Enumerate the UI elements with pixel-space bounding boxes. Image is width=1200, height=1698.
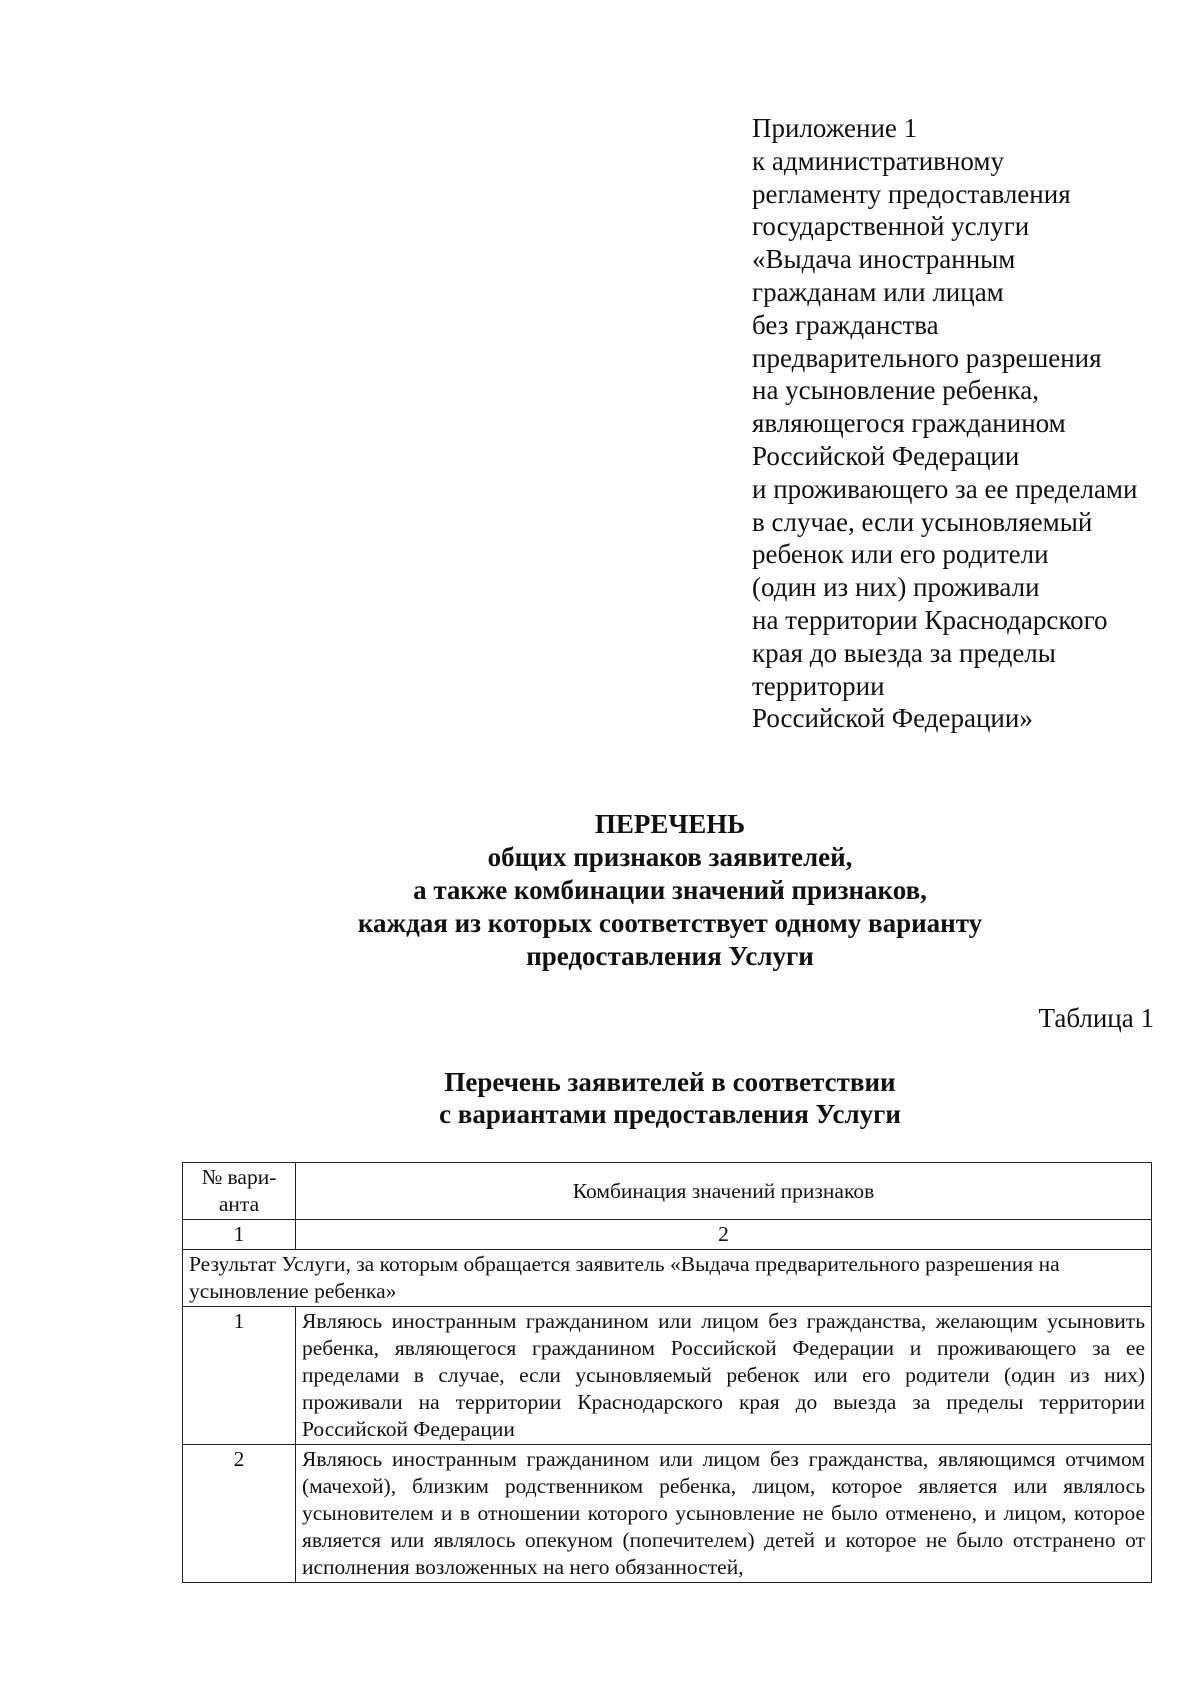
table-row	[183, 1307, 1152, 1445]
appendix-line: Приложение 1	[752, 113, 918, 143]
appendix-line: Российской Федерации»	[752, 703, 1033, 734]
header-combination: Комбинация значений признаков	[296, 1163, 1152, 1220]
appendix-header	[752, 112, 1192, 735]
table-title	[0, 1066, 1200, 1130]
appendix-line: и проживающего за ее пределами	[752, 473, 1138, 504]
appendix-line: без гражданства	[752, 309, 939, 340]
section-title: Результат Услуги, за которым обращается заявитель «Выдача предварительного разрешения на усыновление ребенка»	[183, 1250, 1152, 1307]
variant-number: 2	[183, 1445, 296, 1583]
appendix-line: территории	[752, 670, 885, 701]
title-line: каждая из которых соответствует одному варианту	[357, 908, 983, 938]
appendix-line: ребенок или его родители	[752, 539, 1049, 570]
appendix-line: предварительного разрешения	[752, 342, 1102, 373]
appendix-line: регламенту предоставления	[752, 178, 1071, 209]
variant-number: 1	[183, 1307, 296, 1445]
appendix-line: «Выдача иностранным	[752, 244, 1016, 275]
numbering-col2: 2	[296, 1220, 1152, 1250]
table-title-line: с вариантами предоставления Услуги	[439, 1099, 901, 1129]
title-line: общих признаков заявителей,	[487, 842, 853, 872]
header-variant-number: № вари-анта	[183, 1163, 296, 1220]
appendix-line: на территории Краснодарского	[752, 604, 1108, 635]
document-title	[0, 808, 1200, 973]
appendix-line: являющегося гражданином	[752, 408, 1066, 439]
appendix-line: в случае, если усыновляемый	[752, 506, 1093, 537]
appendix-line: гражданам или лицам	[752, 276, 1004, 307]
appendix-line: (один из них) проживали	[752, 572, 1040, 603]
appendix-line: на усыновление ребенка,	[752, 375, 1039, 406]
table-header-row	[183, 1163, 1152, 1220]
appendix-line: государственной услуги	[752, 211, 1030, 242]
table-numbering-row	[183, 1220, 1152, 1250]
table-section-row	[183, 1250, 1152, 1307]
table-row	[183, 1445, 1152, 1583]
appendix-line: Российской Федерации	[752, 440, 1020, 471]
variant-description: Являюсь иностранным гражданином или лицом без гражданства, являющимся отчимом (мачехой), близким родственником ребенка, лицом, которое является или являлось усыновителем и в отношении которого усыновление не было отменено, и лицом, которое является или являлось опекуном (попечителем) детей и которое не было отстранено от исполнения возложенных на него обязанностей,	[296, 1445, 1152, 1583]
title-line: а также комбинации значений признаков,	[413, 875, 927, 905]
applicants-table	[182, 1162, 1152, 1583]
appendix-line: края до выезда за пределы	[752, 637, 1056, 668]
title-line: предоставления Услуги	[526, 941, 814, 971]
numbering-col1: 1	[183, 1220, 296, 1250]
variant-description: Являюсь иностранным гражданином или лицом без гражданства, желающим усыновить ребенка, являющегося гражданином Российской Федерации и проживающего за ее пределами в случае, если усыновляемый ребенок или его родители (один из них) проживали на территории Краснодарского края до выезда за пределы территории Российской Федерации	[296, 1307, 1152, 1445]
table-label: Таблица 1	[1038, 1003, 1154, 1033]
appendix-line: к административному	[752, 145, 1004, 176]
title-line: ПЕРЕЧЕНЬ	[594, 809, 746, 839]
table-title-line: Перечень заявителей в соответствии	[444, 1067, 896, 1097]
